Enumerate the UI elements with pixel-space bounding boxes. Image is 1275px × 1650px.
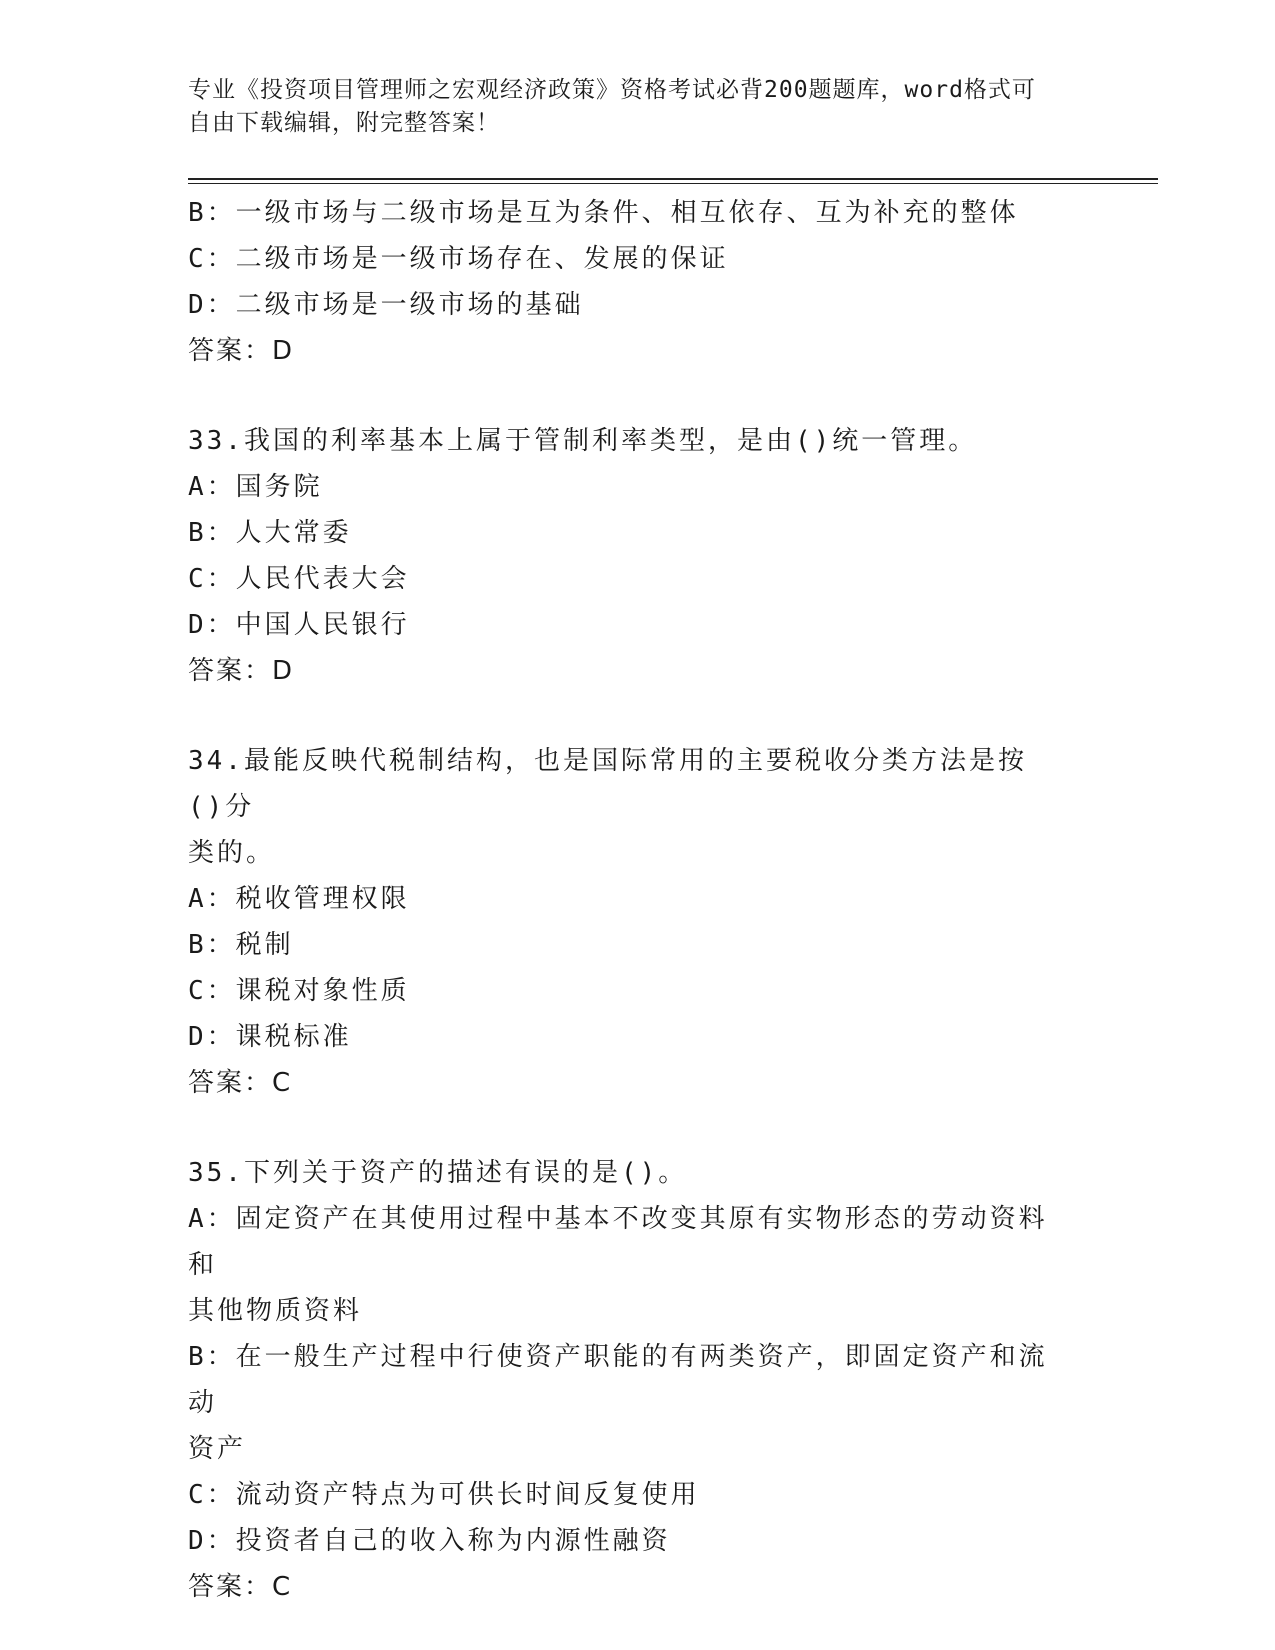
spacer xyxy=(188,1106,1058,1150)
question-text-line-1: 34.最能反映代税制结构，也是国际常用的主要税收分类方法是按()分 xyxy=(188,746,1027,822)
question-35 xyxy=(188,1150,1058,1610)
option-c: C：人民代表大会 xyxy=(188,564,410,594)
answer-line: 答案：D xyxy=(188,336,295,366)
option-b: B：人大常委 xyxy=(188,518,352,548)
header-divider xyxy=(188,178,1158,184)
option-d: D：投资者自己的收入称为内源性融资 xyxy=(188,1526,671,1556)
option-a: A：税收管理权限 xyxy=(188,884,410,914)
question-34 xyxy=(188,738,1058,1106)
header-line-1: 专业《投资项目管理师之宏观经济政策》资格考试必背200题题库，word格式可 xyxy=(188,77,1036,103)
question-33 xyxy=(188,418,1058,694)
spacer xyxy=(188,694,1058,738)
option-d: D：中国人民银行 xyxy=(188,610,410,640)
question-content xyxy=(188,190,1058,1610)
option-c: C：流动资产特点为可供长时间反复使用 xyxy=(188,1480,700,1510)
option-a-line-1: A：固定资产在其使用过程中基本不改变其原有实物形态的劳动资料和 xyxy=(188,1204,1048,1280)
document-header xyxy=(188,74,1068,140)
option-b-line-2: 资产 xyxy=(188,1434,247,1464)
option-c: C：二级市场是一级市场存在、发展的保证 xyxy=(188,244,729,274)
answer-line: 答案：D xyxy=(188,656,295,686)
option-b-line-1: B：在一般生产过程中行使资产职能的有两类资产，即固定资产和流动 xyxy=(188,1342,1048,1418)
question-text-line-2: 类的。 xyxy=(188,838,276,868)
option-b: B：税制 xyxy=(188,930,294,960)
option-d: D：课税标准 xyxy=(188,1022,352,1052)
question-text: 33.我国的利率基本上属于管制利率类型，是由()统一管理。 xyxy=(188,426,978,456)
option-b: B：一级市场与二级市场是互为条件、相互依存、互为补充的整体 xyxy=(188,198,1019,228)
option-a-line-2: 其他物质资料 xyxy=(188,1296,363,1326)
option-c: C：课税对象性质 xyxy=(188,976,410,1006)
question-32-continuation xyxy=(188,190,1058,374)
option-a: A：国务院 xyxy=(188,472,323,502)
answer-line: 答案：C xyxy=(188,1572,293,1602)
question-text: 35.下列关于资产的描述有误的是()。 xyxy=(188,1158,688,1188)
header-line-2: 自由下载编辑，附完整答案！ xyxy=(188,110,500,136)
spacer xyxy=(188,374,1058,418)
option-d: D：二级市场是一级市场的基础 xyxy=(188,290,584,320)
answer-line: 答案：C xyxy=(188,1068,293,1098)
